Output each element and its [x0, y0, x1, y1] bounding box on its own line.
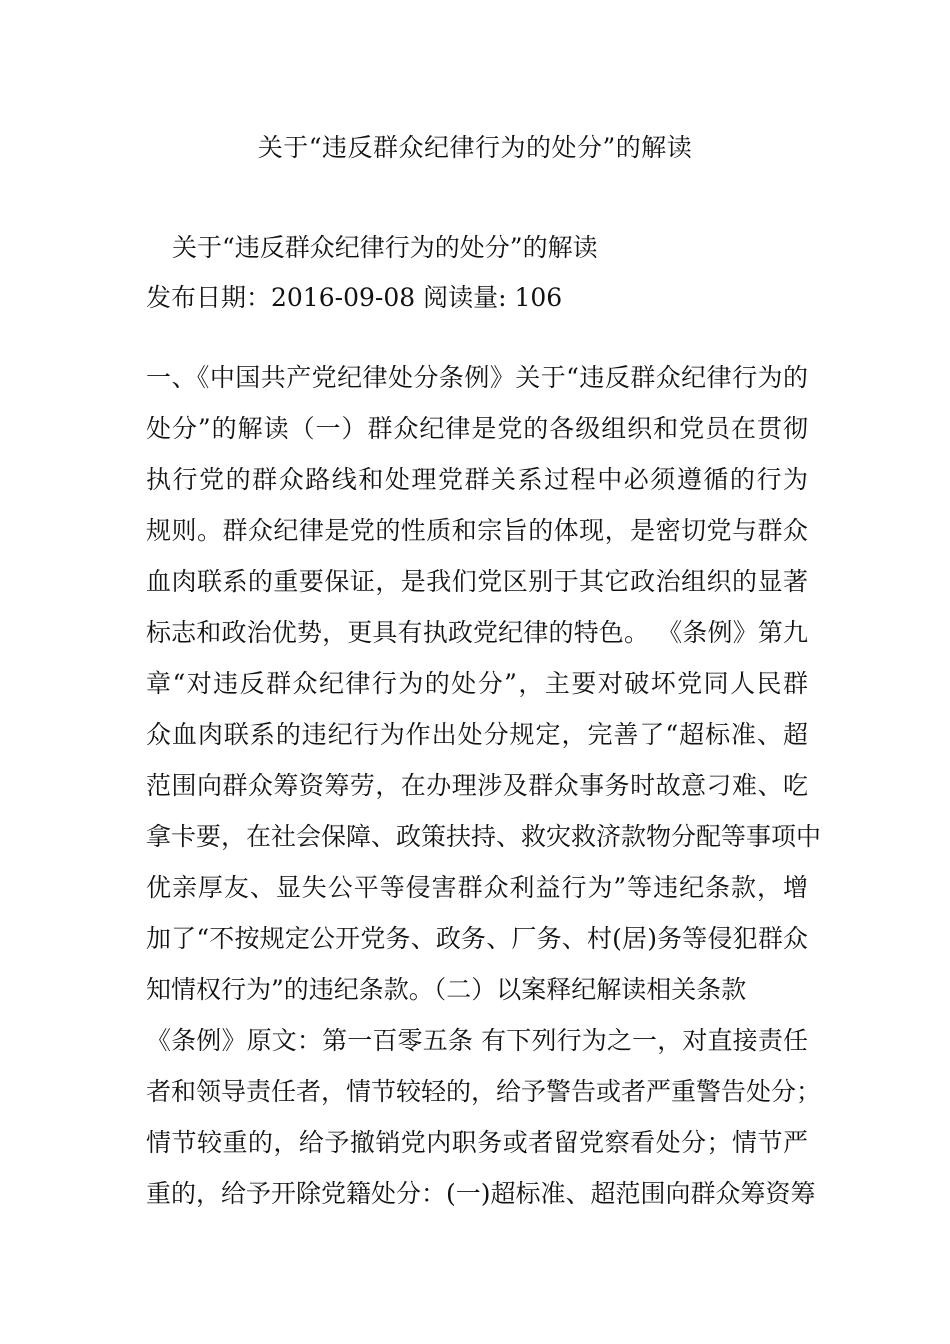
body-line: 重的，给予开除党籍处分：(一)超标准、超范围向群众筹资筹	[146, 1179, 816, 1208]
article-body	[146, 352, 822, 1219]
body-line: 知情权行为”的违纪条款。（二）以案释纪解读相关条款	[146, 975, 747, 1004]
body-line: 血肉联系的重要保证，是我们党区别于其它政治组织的显著	[146, 567, 808, 596]
body-line: 加了“不按规定公开党务、政务、厂务、村(居)务等侵犯群众	[146, 924, 808, 953]
body-line: 者和领导责任者，情节较轻的，给予警告或者严重警告处分；	[146, 1077, 822, 1106]
document-title: 关于“违反群众纪律行为的处分”的解读	[257, 133, 693, 162]
body-line: 拿卡要，在社会保障、政策扶持、救灾救济款物分配等事项中	[146, 822, 822, 851]
body-line: 处分”的解读（一）群众纪律是党的各级组织和党员在贯彻	[146, 414, 808, 443]
body-line: 规则。群众纪律是党的性质和宗旨的体现，是密切党与群众	[146, 516, 808, 545]
body-line: 标志和政治优势，更具有执政党纪律的特色。 《条例》第九	[146, 618, 808, 647]
body-line: 情节较重的，给予撤销党内职务或者留党察看处分；情节严	[146, 1128, 808, 1157]
body-line: 《条例》原文：第一百零五条 有下列行为之一，对直接责任	[146, 1026, 808, 1055]
body-line: 众血肉联系的违纪行为作出处分规定，完善了“超标准、超	[146, 720, 808, 749]
article-subtitle: 关于“违反群众纪律行为的处分”的解读	[172, 233, 598, 262]
body-line: 范围向群众筹资筹劳，在办理涉及群众事务时故意刁难、吃	[146, 771, 808, 800]
publish-meta: 发布日期：2016-09-08 阅读量: 106	[146, 283, 563, 312]
body-line: 优亲厚友、显失公平等侵害群众利益行为”等违纪条款，增	[146, 873, 808, 902]
body-line: 章“对违反群众纪律行为的处分”，主要对破坏党同人民群	[146, 669, 808, 698]
body-line: 一、《中国共产党纪律处分条例》关于“违反群众纪律行为的	[146, 363, 808, 392]
body-line: 执行党的群众路线和处理党群关系过程中必须遵循的行为	[146, 465, 808, 494]
